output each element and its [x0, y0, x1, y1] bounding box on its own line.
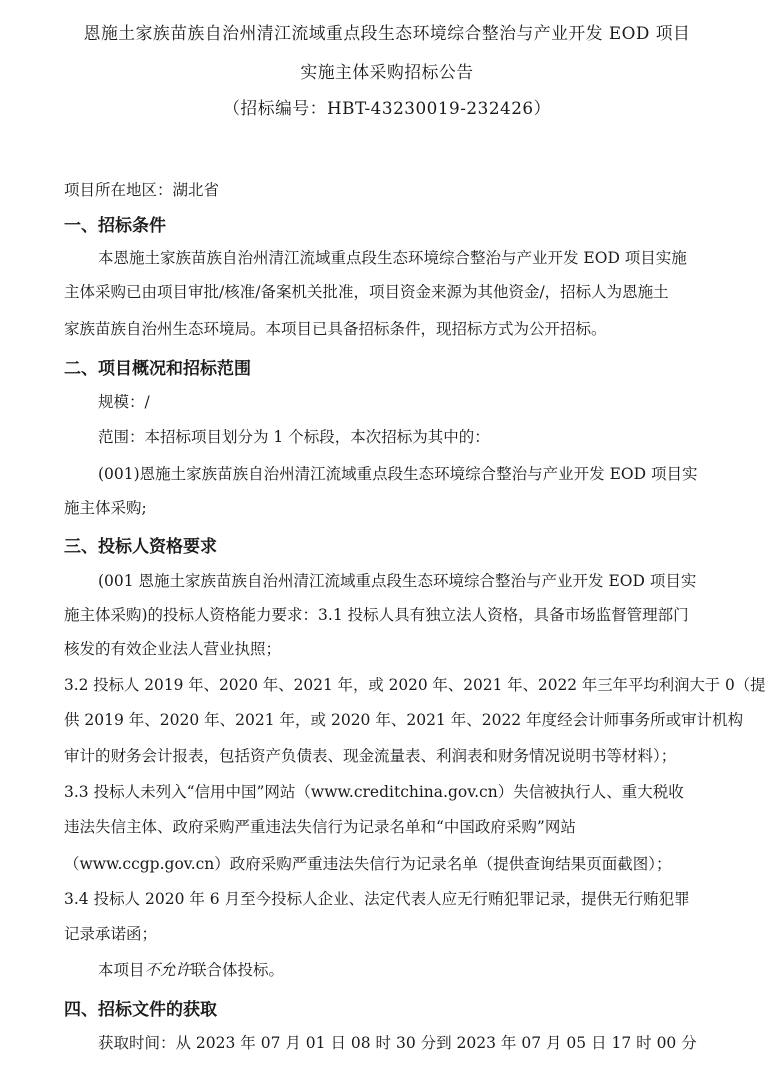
lot-line: 施主体采购;: [64, 499, 147, 517]
section1-line: 本恩施土家族苗族自治州清江流域重点段生态环境综合整治与产业开发 EOD 项目实施: [98, 249, 687, 267]
qualification-line: 施主体采购)的投标人资格能力要求：3.1 投标人具有独立法人资格，具备市场监督管理部门: [64, 606, 689, 624]
announcement-title-line1: 恩施土家族苗族自治州清江流域重点段生态环境综合整治与产业开发 EOD 项目: [83, 23, 691, 43]
qualification-line: 3.3 投标人未列入“信用中国”网站（www.creditchina.gov.cn）失信被执行人、重大税收: [64, 783, 684, 801]
announcement-title-line2: 实施主体采购招标公告: [300, 62, 474, 82]
bid-number: （招标编号：HBT-43230019-232426）: [223, 98, 551, 118]
qualification-line: 3.2 投标人 2019 年、2020 年、2021 年，或 2020 年、2021 年、2022 年三年平均利润大于 0（提: [64, 676, 766, 694]
section1-line: 主体采购已由项目审批/核准/备案机关批准，项目资金来源为其他资金/，招标人为恩施土: [64, 283, 669, 301]
qualification-line: （www.ccgp.gov.cn）政府采购严重违法失信行为记录名单（提供查询结果页面截图）；: [64, 855, 672, 873]
qualification-line: 审计的财务会计报表，包括资产负债表、现金流量表、利润表和财务情况说明书等材料）；: [64, 747, 677, 765]
consortium-prefix: 本项目: [98, 961, 145, 979]
qualification-line: 核发的有效企业法人营业执照；: [64, 640, 282, 658]
qualification-line: 供 2019 年、2020 年、2021 年，或 2020 年、2021 年、2022 年度经会计师事务所或审计机构: [64, 711, 744, 729]
consortium-emphasis: 不允许: [144, 961, 192, 979]
project-region: 项目所在地区：湖北省: [64, 181, 220, 199]
consortium-suffix: 联合体投标。: [191, 961, 285, 979]
consortium-statement: [98, 958, 284, 980]
acquisition-time: 获取时间：从 2023 年 07 月 01 日 08 时 30 分到 2023 年 07 月 05 日 17 时 00 分: [98, 1034, 697, 1052]
qualification-line: 记录承诺函；: [64, 925, 158, 943]
section3-heading: 三、投标人资格要求: [64, 537, 217, 557]
lot-line: (001)恩施土家族苗族自治州清江流域重点段生态环境综合整治与产业开发 EOD 项目实: [98, 465, 698, 483]
scale-text: 规模：/: [98, 393, 150, 411]
section1-heading: 一、招标条件: [64, 216, 166, 236]
section2-heading: 二、项目概况和招标范围: [64, 359, 251, 379]
scope-text: 范围：本招标项目划分为 1 个标段，本次招标为其中的：: [98, 428, 490, 446]
qualification-line: 违法失信主体、政府采购严重违法失信行为记录名单和“中国政府采购”网站: [64, 818, 576, 836]
qualification-line: (001 恩施土家族苗族自治州清江流域重点段生态环境综合整治与产业开发 EOD 项目实: [98, 572, 697, 590]
qualification-line: 3.4 投标人 2020 年 6 月至今投标人企业、法定代表人应无行贿犯罪记录，提供无行贿犯罪: [64, 890, 690, 908]
section1-line: 家族苗族自治州生态环境局。本项目已具备招标条件，现招标方式为公开招标。: [64, 320, 607, 338]
section4-heading: 四、招标文件的获取: [64, 1000, 217, 1020]
